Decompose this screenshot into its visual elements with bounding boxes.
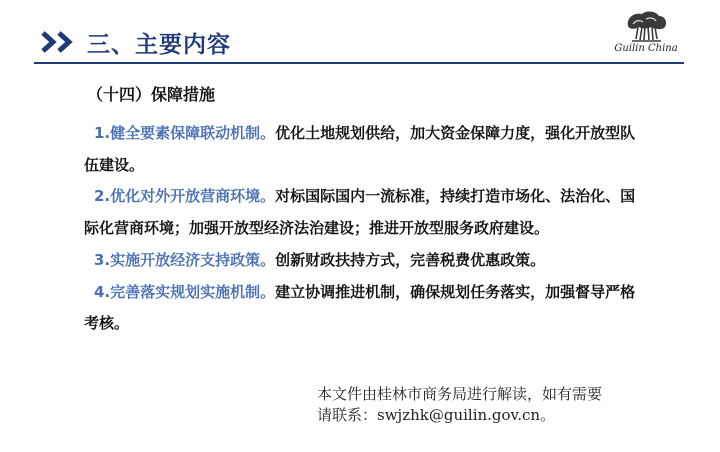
item-heading: 4.完善落实规划实施机制。 [94,282,276,301]
item-text: 建立协调推进机制，确保规划任务落实，加强督导严格考核。 [84,282,636,333]
note-line: 本文件由桂林市商务局进行解读，如有需要 [317,385,603,403]
page-title: 三、主要内容 [87,32,231,58]
double-chevron-icon [40,31,80,53]
item-heading: 1.健全要素保障联动机制。 [94,124,276,142]
contact-note [317,384,657,426]
guilin-logo [610,10,682,62]
header-divider [34,62,684,64]
list-item [84,118,644,181]
list-item [84,181,644,244]
banyan-tree-icon [624,10,668,44]
measures-list [84,118,644,340]
item-text: 创新财政扶持方式，完善税费优惠政策。 [275,250,546,269]
list-item [84,277,644,340]
item-text: 优化土地规划供给，加大资金保障力度，强化开放型队伍建设。 [84,124,636,174]
item-heading: 3.实施开放经济支持政策。 [94,250,276,269]
list-item [84,245,644,277]
logo-text: Guilin China [614,43,678,54]
note-line: 请联系：swjzhk@guilin.gov.cn。 [317,406,556,424]
item-heading: 2.优化对外开放营商环境。 [94,187,276,206]
item-text: 对标国际国内一流标准，持续打造市场化、法治化、国际化营商环境；加强开放型经济法治建设；推进开放型服务政府建设。 [84,187,636,238]
section-heading: （十四）保障措施 [87,85,216,104]
